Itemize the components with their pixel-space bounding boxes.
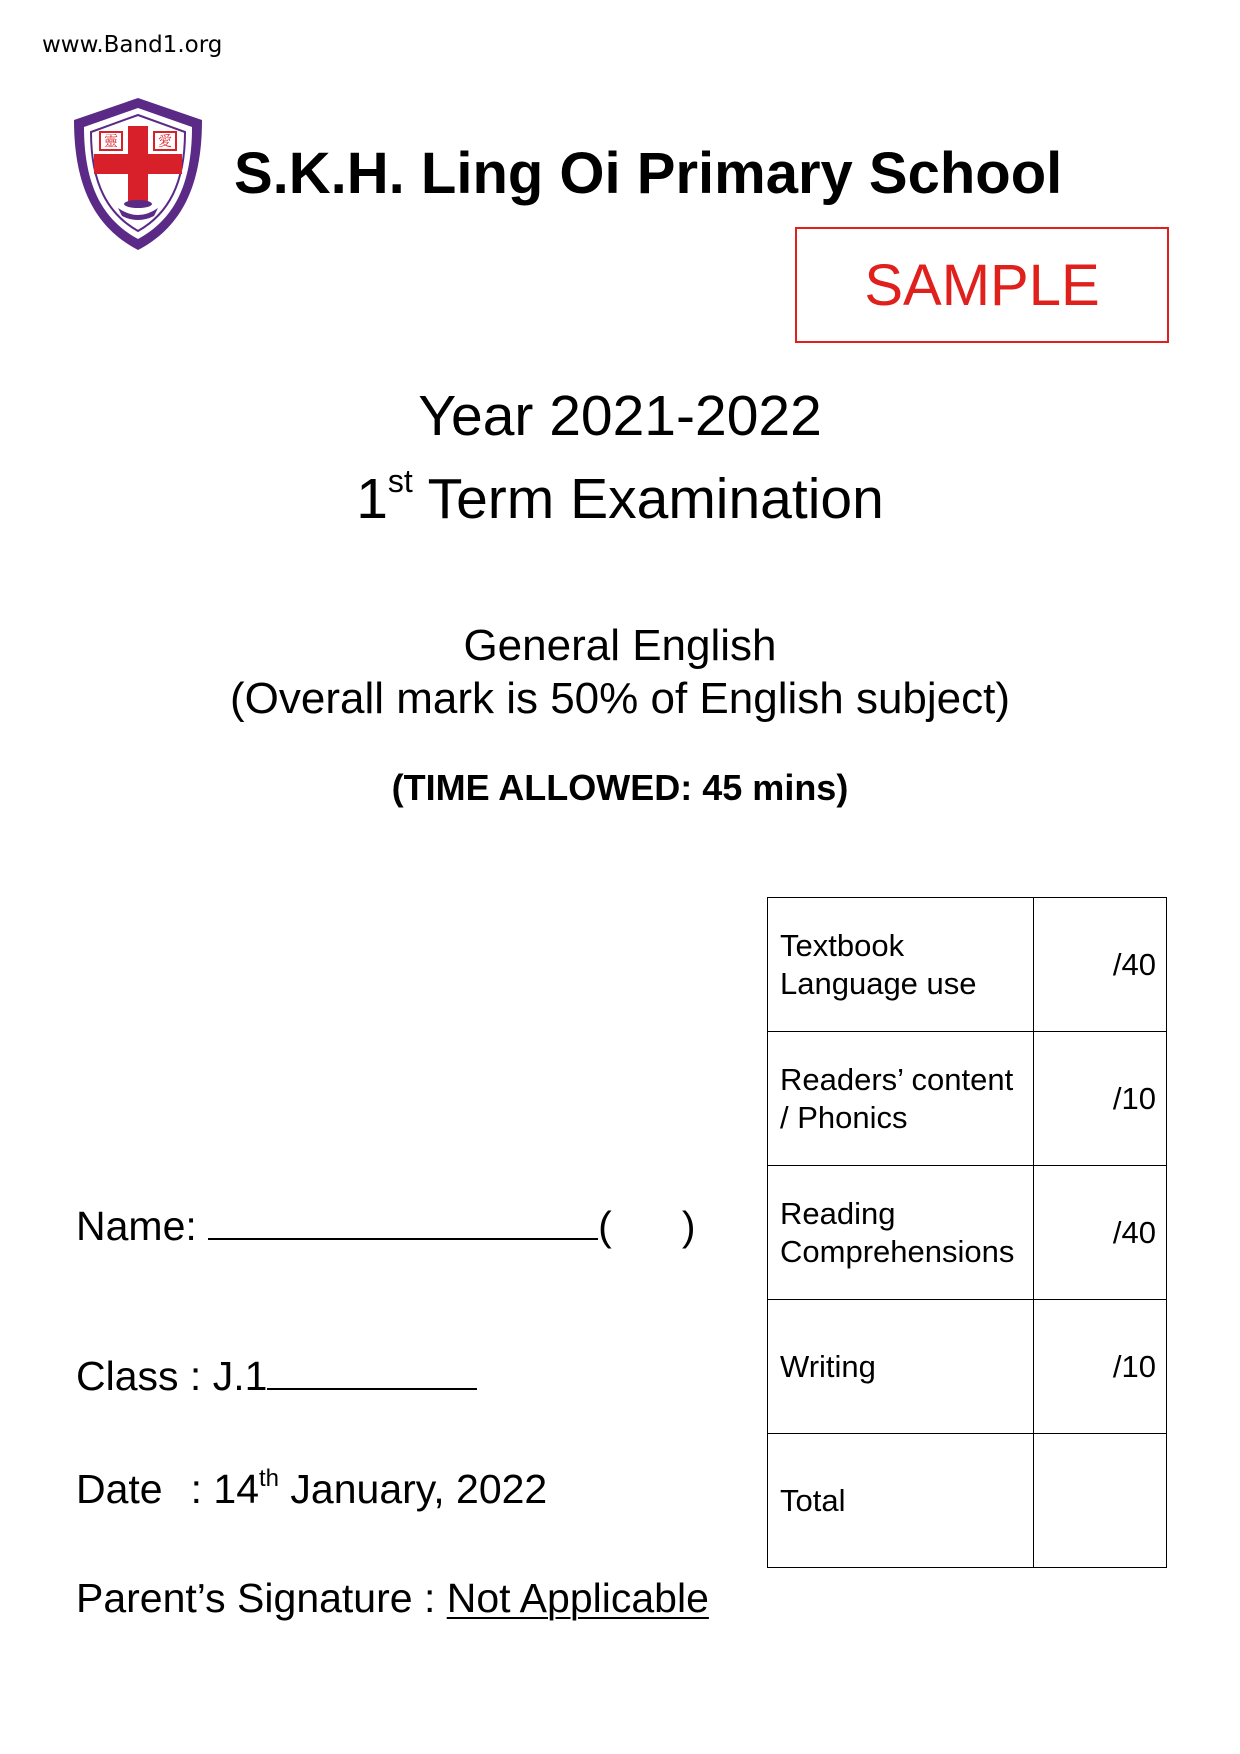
signature-label: Parent’s Signature : bbox=[76, 1575, 447, 1621]
class-blank[interactable] bbox=[267, 1387, 477, 1390]
score-item-line1: Writing bbox=[780, 1348, 876, 1384]
signature-field bbox=[76, 1575, 709, 1622]
date-suffix: th bbox=[259, 1465, 280, 1492]
exam-subject: General English bbox=[463, 621, 777, 670]
score-row bbox=[768, 1300, 1167, 1434]
term-suffix: st bbox=[387, 463, 413, 499]
school-crest-icon bbox=[70, 96, 206, 252]
score-item-line1: Textbook bbox=[780, 927, 905, 963]
score-row bbox=[768, 1166, 1167, 1300]
sample-stamp bbox=[795, 227, 1169, 343]
signature-value: Not Applicable bbox=[446, 1575, 709, 1621]
date-day: 14 bbox=[213, 1466, 260, 1512]
term-number: 1 bbox=[356, 467, 388, 531]
score-item bbox=[768, 1300, 1034, 1434]
score-item-line1: Readers’ content bbox=[780, 1061, 1014, 1097]
exam-weighting: (Overall mark is 50% of English subject) bbox=[229, 674, 1011, 723]
score-table bbox=[767, 897, 1167, 1568]
score-mark[interactable]: /10 bbox=[1034, 1032, 1167, 1166]
date-separator: : bbox=[190, 1466, 214, 1512]
term-title: Term Examination bbox=[412, 467, 884, 531]
score-item-line1: Reading bbox=[780, 1195, 896, 1231]
score-mark[interactable]: /40 bbox=[1034, 1166, 1167, 1300]
score-row bbox=[768, 1434, 1167, 1568]
class-label: Class : J.1 bbox=[76, 1353, 268, 1399]
name-blank[interactable] bbox=[208, 1237, 598, 1240]
score-item-line1: Total bbox=[780, 1482, 846, 1518]
class-field bbox=[76, 1353, 477, 1400]
date-field bbox=[76, 1466, 547, 1513]
score-item-line2: Comprehensions bbox=[780, 1233, 1015, 1269]
date-rest: January, 2022 bbox=[279, 1466, 548, 1512]
svg-text:靈: 靈 bbox=[104, 134, 118, 150]
class-number-open: ( bbox=[598, 1203, 612, 1249]
score-item-line2: / Phonics bbox=[780, 1099, 908, 1135]
name-separator: : bbox=[185, 1203, 209, 1249]
name-field bbox=[76, 1203, 695, 1250]
date-label: Date bbox=[76, 1466, 163, 1512]
svg-text:愛: 愛 bbox=[158, 134, 172, 150]
score-item bbox=[768, 1434, 1034, 1568]
score-mark[interactable]: /40 bbox=[1034, 898, 1167, 1032]
exam-year: Year 2021-2022 bbox=[418, 384, 822, 448]
class-number-close: ) bbox=[681, 1203, 696, 1249]
time-allowed: (TIME ALLOWED: 45 mins) bbox=[391, 767, 849, 808]
score-item-line2: Language use bbox=[780, 965, 977, 1001]
watermark-url: www.Band1.org bbox=[42, 32, 223, 58]
school-name: S.K.H. Ling Oi Primary School bbox=[234, 141, 1063, 206]
score-row bbox=[768, 1032, 1167, 1166]
exam-term bbox=[0, 463, 1240, 532]
score-item bbox=[768, 1032, 1034, 1166]
sample-label: SAMPLE bbox=[864, 252, 1100, 318]
name-label: Name bbox=[76, 1203, 186, 1249]
score-row bbox=[768, 898, 1167, 1032]
score-mark[interactable]: /10 bbox=[1034, 1300, 1167, 1434]
score-item bbox=[768, 1166, 1034, 1300]
score-item bbox=[768, 898, 1034, 1032]
score-mark[interactable] bbox=[1034, 1434, 1167, 1568]
